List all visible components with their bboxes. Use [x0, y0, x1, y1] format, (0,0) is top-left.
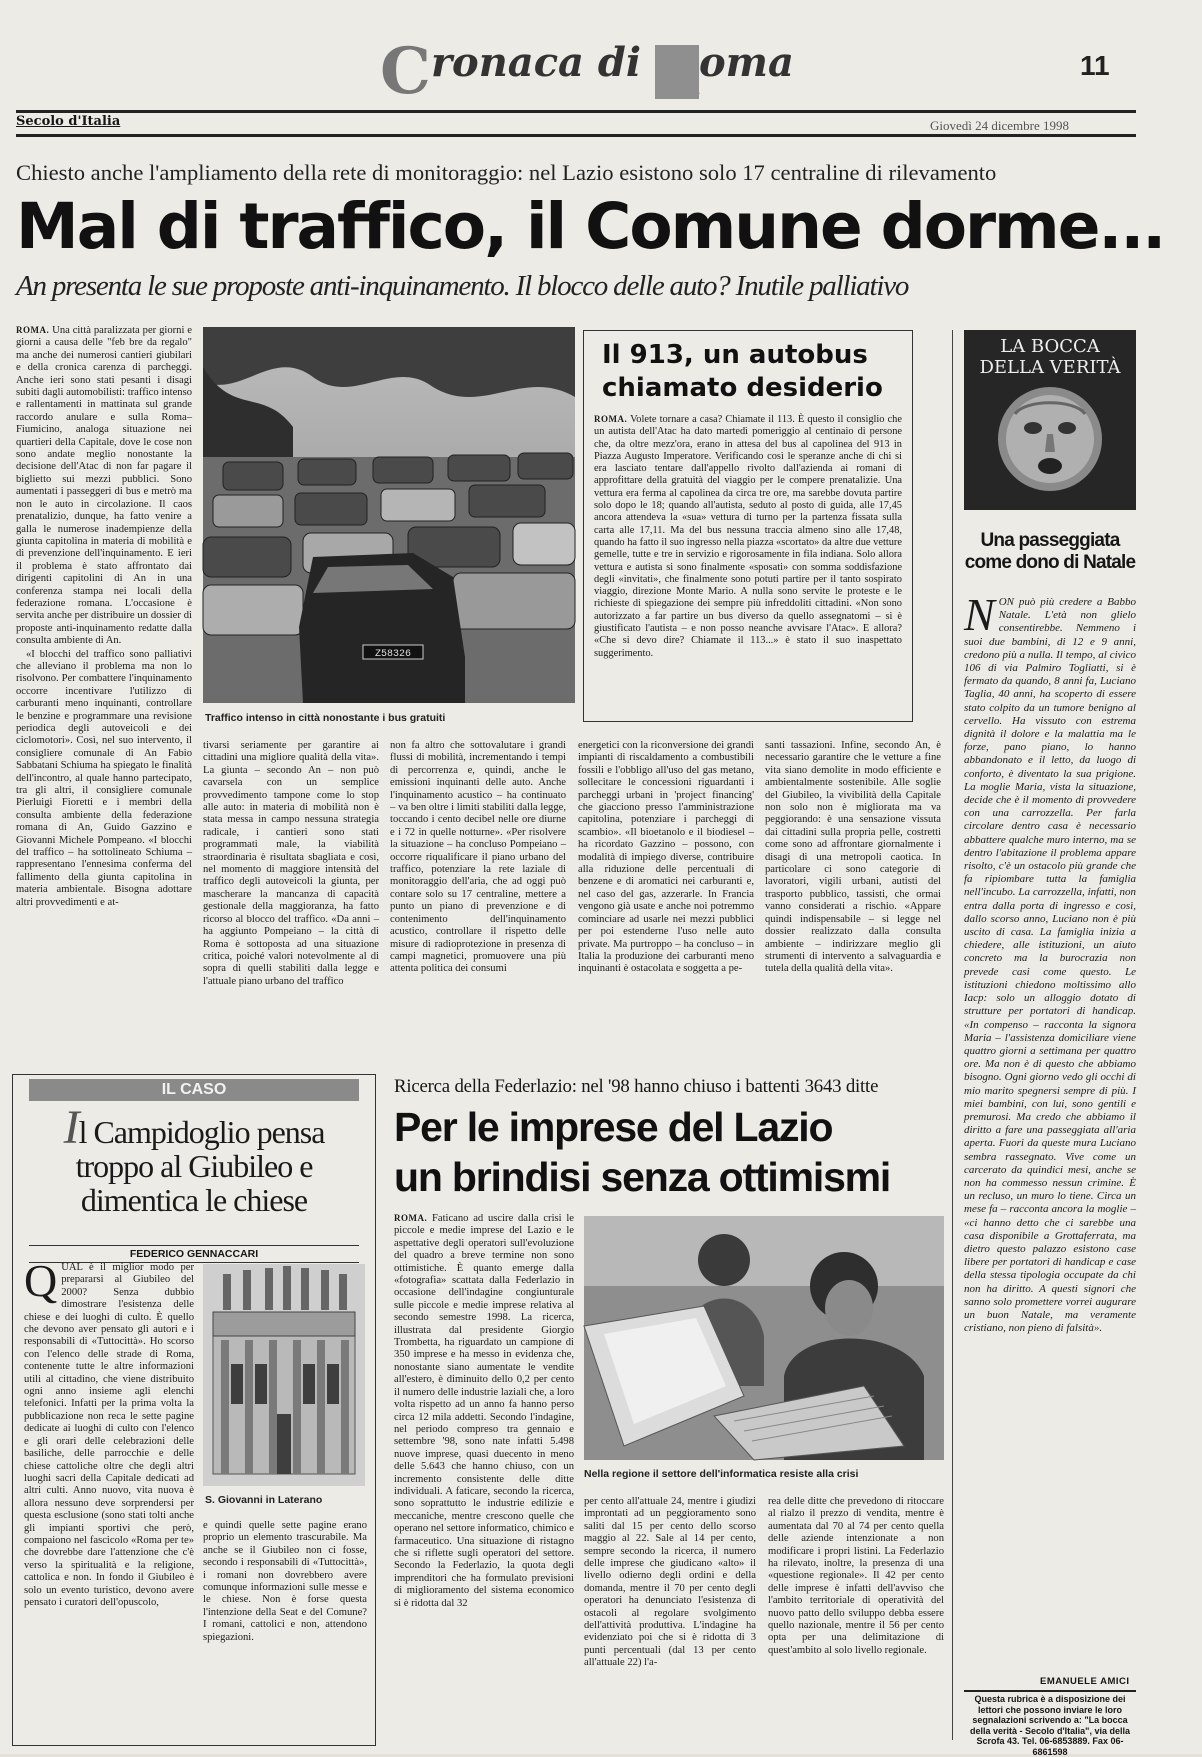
imprese-col1-text: Faticano ad uscire dalla crisi le piccole e medie imprese del Lazio e le aspettative degli operatori sull'evoluzione del quadro a breve termine non sono ottimistiche. È quanto emerge dalla «fotografia» scattata dalla Federlazio in occasione dell'indagine congiunturale sulle piccole e medie imprese relativa al secondo semestre 1998. La ricerca, illustrata dal presidente Giorgio Trombetta, ha riguardato un campione di 350 imprese e ha messo in evidenza che, nonostante siano aumentate le vendite all'estero, è diminuito dello 0,2 per cento il numero delle industrie laziali che, a loro volta rispetto ad un anno fa hanno perso circa 12 mila addetti. Secondo l'indagine, nel periodo compreso tra gennaio e settembre '98, sono nate infatti 5.498 nuove imprese, quasi duecento in meno delle 5.643 che hanno chiuso, con un incremento consistente delle ditte individuali. A faticare, secondo la ricerca, sono soprattutto le industrie edilizie e meccaniche, mentre crescono quelle che operano nel settore informatico, chimico e farmaceutico. Una situazione di ristagno che si riflette sugli operatori del settore. Secondo la Federlazio, la quota degli imprenditori che ha formulato previsioni di miglioramento del sistema economico si è ridotta dal 32	[394, 1213, 574, 1609]
lead-column-4: energetici con la riconversione dei grandi impianti di riscaldamento a combustibili fossili e l'obbligo all'uso del gas metano, sollecitare le concessioni riguardanti i parcheggi urbani in 'project financing' che giacciono presso l'amministrazione capitolina, potenziare i parcheggi di scambio». «Il bioetanolo e il biodiesel – ha ricordato Gazzino – possono, con modalità di impiego diverse, contribuire alla riduzione delle percentuali di benzene e di aromatici nei carburanti e, nel caso del gas, azzerarle. In Francia vengono già usate e anche noi potremmo cominciare ad usarle nei mezzi pubblici per poi estenderne l'uso nelle auto private. Ma purtroppo – ha concluso – in Italia la produzione dei carburanti meno inquinanti è ostacolata e soggetta a pe-	[578, 740, 754, 975]
imprese-dateline: ROMA.	[394, 1213, 428, 1223]
il-caso-column-1	[24, 1255, 194, 1740]
bus-box	[583, 330, 913, 722]
il-caso-column-2: e quindi quelle sette pagine erano proprio un elemento trascurabile. Ma anche se il Giubileo non ci fosse, secondo i responsabili di «Tuttocittà», i romani non dovrebbero avere comunque informazioni sulle messe e le chiese. Non è forse questa l'intenzione della Seat e del Comune? I romani, cattolici e non, attendono spiegazioni.	[203, 1520, 367, 1643]
right-column-rule	[952, 330, 953, 1740]
bocca-headline	[964, 530, 1136, 574]
imprese-column-3: rea delle ditte che prevedono di ritoccare al rialzo il prezzo di vendita, mentre è aumentata dal 70 al 74 per cento quella delle aziende intenzionate a non modificare i propri listini. La Federlazio ha rilevato, inoltre, la presenza di una «questione regionale». Il 42 per cento delle imprese è infatti dell'avviso che l'ambito territoriale di operatività del nuovo patto dello sviluppo debba essere quello nazionale, mentre il 56 per cento opta per una delimitazione di quest'ambito al solo livello regionale.	[768, 1496, 944, 1656]
bus-box-text: Volete tornare a casa? Chiamate il 113. È questo il consiglio che un autista dell'Atac ha dato martedì pomeriggio al centinaio di persone che, da oltre mezz'ora, erano in attesa del bus al capolinea del 913 in Piazza Augusto Imperatore. Verificando così le speranze anche di chi si era lasciato tentare dall'appello rivolto dall'azienda ai romani di approfittare della gratuità del viaggio per le compere prenatalizie. Una vettura era ferma al capolinea da circa tre ore, ma sarebbe dovuta partire solo dopo le 18; quando all'autista, seduto al posto di guida, alle 17,45 ancora attendeva la «sua» vettura di turno per la partenza fissata sulla carta alle 17,11. Ma del bus nessuna traccia almeno sino alle 17,48, quando ha fatto il suo ingresso nella piazza «scortato» da altre due vetture gemelle, tutte e tre in servizio e rigorosamente in fila indiana. Solo allora vettura e autista si sono finalmente «sposati» con somma soddisfazione degli «invitati», che finalmente sono potuti partire per il tanto sospirato viaggio, direzione Monte Mario. A nulla sono servite le proteste e le richieste di spiegazione dei sempre più infreddoliti cittadini. «Non sono autorizzato a far partire un bus diverso da quello assegnatomi – si è giustificato l'autista – e non posso neanche avvisare l'Atac». E allora? «Che si devo dire? Chiamate il 113...» è stato il suo inaspettato suggerimento.	[594, 414, 902, 659]
imprese-column-1	[394, 1212, 574, 1740]
bus-box-body	[594, 413, 902, 713]
bocca-dropcap: N	[964, 589, 995, 640]
il-caso-text: UAL è il miglior modo per prepararsi al Giubileo del 2000? Senza dubbio dimostrare l'esistenza delle chiese e dei luoghi di culto. È quello che devono aver pensato gli autori e i responsabili di «Tuttocittà». Ho scorso con l'elenco delle strade di Roma, contenente tutte le altre informazioni utili al cittadino, che viene distribuito ogni anno insieme agli elenchi telefonici. Infatti per la prima volta la pubblicazione non reca le sette pagine dedicate ai luoghi di culto con l'elenco e gli orari delle celebrazioni delle basiliche, delle parrocchie e delle chiese cattoliche oltre che degli altri luoghi sacri della Capitale dedicati ad altri culti. Anno nuovo, vita nuova è allora nessuno deve sorprendersi per questa esclusione (sono stati tolti anche gli impianti sportivi che però, compaiono nel fascicolo «Roma per te» che dovrebbe dare l'attenzione che c'è verso la spiritualità e la religione, cattolica e non. In fondo il Giubileo è solo un evento turistico, devono avere pensato i curatori dell'opuscolo,	[24, 1262, 194, 1608]
paper-name: Secolo d'Italia	[16, 114, 121, 129]
lead-col1b-text: «I blocchi del traffico sono palliativi che alleviano il problema ma non lo risolvono. Per combattere l'inquinamento occorre incentivare l'utilizzo di carburanti meno inquinanti, controllare le benzine e programmare una revisione periodica degli autoveicoli e dei ciclomotori». Così, nel suo intervento, il consigliere comunale di An Fabio Sabbatani Schiuma ha spiegato le finalità dell'incontro, al quale hanno partecipato, tra gli altri, il consigliere comunale Pierluigi Fioretti e i membri della consulta ambiente della federazione romana di An, Guido Gazzino e Giovanni Michele Pompeano. «I blocchi del traffico – ha sottolineato Schiuma – rappresentano l'ennesima conferma del fallimento della giunta capitolina in materia ambientale. Bisogna adottare altri provvedimenti e at-	[16, 648, 192, 908]
lead-kicker: Chiesto anche l'ampliamento della rete di monitoraggio: nel Lazio esistono solo 17 centraline di rilevamento	[16, 160, 997, 185]
section-title-part: ronaca di	[430, 39, 655, 86]
il-caso-headline-text: l Campidoglio pensa troppo al Giubileo e dimentica le chiese	[75, 1114, 325, 1218]
il-caso-headline	[13, 1101, 375, 1243]
il-caso-headline-initial: I	[63, 1101, 79, 1154]
section-initial-c: C	[380, 34, 431, 109]
lead-column-2: tivarsi seriamente per garantire ai cittadini una migliore qualità della vita». La giunta – secondo An – non può cavarsela con un semplice provvedimento tampone come lo stop alle auto: in materia di mobilità non è stata messa in campo nessuna strategia radicale, i cantieri sono stati programmati male, la viabilità straordinaria è risultata sbagliata e così, nel momento di maggiore intensità del traffico degli autoveicoli la giunta, per mascherare la mancanza di capacità gestionale della maggioranza, ha fatto ricorso al blocco del traffico. «Da anni – ha aggiunto Pompeiano – la città di Roma è sottoposta ad una situazione critica, poiché valori notevolmente al di sopra di quelli stabiliti dalla legge e l'attuale piano urbano del traffico	[203, 740, 379, 987]
lead-column-3: non fa altro che sottovalutare i grandi flussi di mobilità, incrementando i tempi di percorrenza e, quindi, anche le emissioni inquinanti delle auto. Anche l'inquinamento acustico – ha continuato – va ben oltre i limiti stabiliti dalla legge, toccando i cento decibel nelle ore diurne e i 72 in quelle notturne». «Per risolvere la situazione – ha concluso Pompeiano – occorre riqualificare il piano urbano del traffico, potenziare la rete laziale di monitoraggio dell'aria, che ad oggi può contare solo su 17 centraline, mettere a punto un piano di prevenzione e di contenimento dell'inquinamento acustico, controllare il rispetto delle misure di radioprotezione in presenza di campi magnetici, promuovere una più attenta politica dei consumi	[390, 740, 566, 975]
traffic-photo-caption: Traffico intenso in città nonostante i bus gratuiti	[205, 712, 446, 724]
section-initial-r: R	[654, 35, 702, 108]
laterano-photo-art	[203, 1264, 365, 1486]
bus-box-headline: Il 913, un autobus chiamato desiderio	[602, 340, 883, 403]
bus-box-dateline: ROMA.	[594, 414, 628, 424]
bocca-text: ON può più credere a Babbo Natale. L'età non glielo consentirebbe. Nemmeno i suoi due bambini, di 12 e 9 anni, credono più a nulla. Il tempo, al civico 106 di via Palmiro Togliatti, si è fermato da quando, 8 anni fa, Luciano Taglia, 40 anni, ha scoperto di essere stato colpito da un tumore benigno al cervello. Ha vissuto con estrema dignità il dolore e la malattia ma le forze, pano piano, lo hanno abbandonato e il letto, da luogo di conforto, è diventato la sua prigione. La moglie Maria, vista la situazione, decide che è il momento di provvedere con una carrozzella. Per farla circolare dentro casa è necessario abbattere qualche muro interno, ma se dentro l'abitazione il problema appare risolto, c'è un ostacolo più grande che fa ripiombare tutta la famiglia nell'incubo. La carrozzella, infatti, non entra dalla porta di ingresso e così, dallo scorso anno, Luciano non è più uscito di casa. La famiglia inizia a chiedere, alle istituzioni, un aiuto concreto ma la burocrazia non prevede casi come questo. Le istituzioni chiedono moltissimo allo Iacp: solo un alloggio dotato di strutture per portatori di handicap. «In compenso – racconta la signora Maria – l'assistenza domiciliare viene quattro giorni a settimana per quattro ore. Ma non è di questo che abbiamo bisogno. Ogni giorno vedo gli occhi di mio marito spegnersi sempre di più. I miei bambini, con lui, sono gentili e premurosi. Ma credo che abbiamo il diritto a fare una passeggiata all'aria aperta. Fuori da queste mura Luciano sembra rassegnato. Vive come un carcerato da quindici mesi, anche se non ha commesso nessun crimine. È un recluso, un muro lo tiene. Circa un mese fa – racconta ancora la moglie – «ci hanno detto che ci sarebbe una casa disponibile a Grottaferrata, ma dietro questo palazzo esistono case libere per portatori di handicap e case della stessa tipologia occupate da chi non ha diritto. A questi signori che sanno solo promettere vorrei augurare un buon Natale, ma veramente cristiano, non pieno di falsità».	[964, 596, 1136, 1335]
lead-column-1	[16, 324, 192, 1046]
il-caso-byline: FEDERICO GENNACCARI	[29, 1245, 359, 1263]
bocca-footer: Questa rubrica è a disposizione dei lettori che possono inviare le loro segnalazioni scrivendo a: "La bocca della verità - Secolo d'Italia", via della Scrofa 43. Tel. 06-6853889. Fax 06-6861598	[970, 1694, 1130, 1757]
page-number: 11	[1080, 50, 1110, 81]
traffic-photo-art	[203, 327, 575, 703]
lead-col1-text: Una città paralizzata per giorni e giorni a causa delle "feb bre da regalo" ma anche dei numerosi cantieri giubilari e della cronica carenza di parcheggi. Anche ieri sono stati pesanti i disagi subiti dagli automobilisti: traffico intenso e rallentamenti in mattinata sul grande raccordo anulare e sulla Roma–Fiumicino, analoga situazione nei quartieri della Capitale, dove le cose non sono andate meglio nonostante la decisione dell'Atac di non far pagare il biglietto sui mezzi pubblici. Sono aumentati i passeggeri di bus e metrò ma non le auto in circolazione. Il caos prenatalizio, dunque, ha fatto venire a galla le numerose inadempienze della giunta capitolina in materia di mobilità e di prevenzione dell'inquinamento. E ieri il problema è stato affrontato dai dirigenti capitolini di An in una conferenza stampa nei locali della federazione romana. L'occasione è servita anche per distribuire un dossier di proposte anti-inquinamento redatte dalla consulta ambiente di An.	[16, 325, 192, 647]
lead-subhead: An presenta le sue proposte anti-inquinamento. Il blocco delle auto? Inutile palliativo	[16, 270, 909, 302]
il-caso-dropcap: Q	[24, 1255, 58, 1306]
imprese-headline-2: un brindisi senza ottimismi	[394, 1154, 891, 1200]
lead-headline: Mal di traffico, il Comune dorme...	[16, 190, 1165, 263]
license-plate: Z58326	[374, 649, 412, 660]
masthead-rule-bottom	[16, 134, 1136, 137]
computer-photo-art	[584, 1216, 944, 1460]
imprese-kicker: Ricerca della Federlazio: nel '98 hanno chiuso i battenti 3643 ditte	[394, 1076, 879, 1097]
laterano-photo-caption: S. Giovanni in Laterano	[205, 1494, 323, 1506]
bocca-footer-rule	[964, 1690, 1136, 1692]
section-title-part-2: oma	[698, 39, 794, 86]
bocca-mask-image	[975, 384, 1125, 494]
imprese-headline	[394, 1102, 946, 1202]
section-title	[380, 34, 794, 114]
bocca-title-1: LA BOCCA	[1000, 336, 1100, 357]
il-caso-label: IL CASO	[29, 1079, 359, 1101]
traffic-photo	[203, 327, 575, 703]
imprese-column-2: per cento all'attuale 24, mentre i giudizi improntati ad un peggioramento sono saliti dal 15 per cento dello scorso maggio al 22. Sale al 14 per cento, sempre secondo la ricerca, il numero delle imprese che giudicano «alto» il livello odierno degli ordini e della domanda, mentre il 70 per cento degli operatori ha denunciato l'esistenza di ostacoli al regolare svolgimento dell'attività produttiva. L'indagine ha evidenziato poi che si è ridotta di 3 punti percentuali (dal 13 per cento all'attuale 22) l'a-	[584, 1496, 756, 1669]
bocca-headline-1: Una passeggiata	[980, 530, 1120, 551]
bocca-headline-2: come dono di Natale	[964, 552, 1136, 573]
bocca-body	[964, 589, 1136, 1694]
imprese-headline-1: Per le imprese del Lazio	[394, 1104, 833, 1150]
bocca-signature: EMANUELE AMICI	[1040, 1676, 1130, 1687]
bocca-title-2: DELLA VERITÀ	[979, 357, 1121, 378]
computer-photo-caption: Nella regione il settore dell'informatica resiste alla crisi	[584, 1468, 859, 1480]
lead-dateline: ROMA.	[16, 325, 50, 335]
issue-date: Giovedì 24 dicembre 1998	[930, 118, 1069, 133]
laterano-photo	[203, 1264, 365, 1486]
lead-column-5: santi tassazioni. Infine, secondo An, è necessario garantire che le vetture a fine vita siano demolite in modo efficiente e ambientalmente sostenibile. Alle soglie del Giubileo, la vivibilità della Capitale non solo non è migliorata ma va peggiorando: è una sensazione vissuta dai cittadini sulla propria pelle, costretti come sono ad affrontare giornalmente i disagi di una metropoli caotica. In particolare ci sono categorie di lavoratori, vigili urbani, autisti del trasporto pubblico, tassisti, che ormai vanno considerati a rischio. «Appare quindi indispensabile – si legge nel dossier realizzato dalla consulta ambiente – indirizzare meglio gli strumenti di intervento a salvaguardia e tutela della qualità della vita».	[765, 740, 941, 975]
bocca-header-box	[964, 330, 1136, 510]
computer-photo	[584, 1216, 944, 1460]
masthead-rule-top	[16, 110, 1136, 113]
